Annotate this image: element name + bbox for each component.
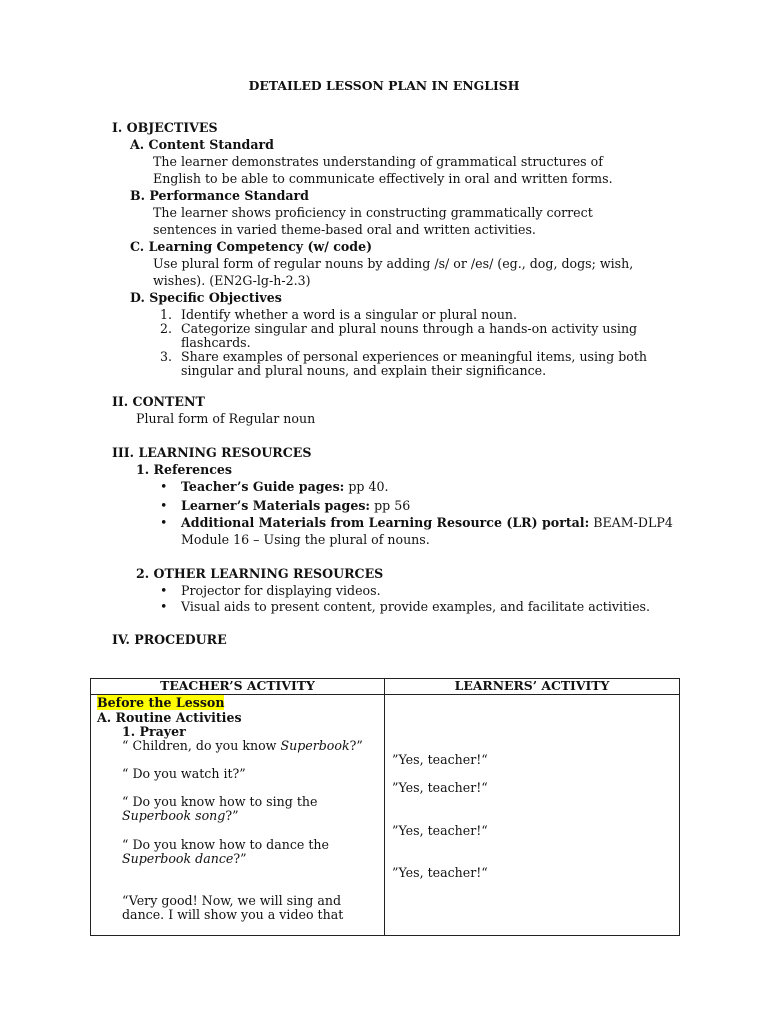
- bullet-other-2: •: [160, 599, 168, 614]
- additional-materials-value: BEAM-DLP4: [589, 515, 673, 530]
- performance-standard-line-1: The learner shows proficiency in constructing grammatically correct: [153, 205, 593, 220]
- document-title: DETAILED LESSON PLAN IN ENGLISH: [248, 78, 520, 93]
- prayer-label: 1. Prayer: [122, 724, 186, 739]
- teacher-line-1c: ?”: [349, 738, 363, 753]
- teachers-activity-cell: [91, 695, 385, 936]
- other-resources-label: 2. OTHER LEARNING RESOURCES: [136, 566, 384, 581]
- teacher-line-3b: [122, 809, 239, 823]
- teachers-guide-label: Teacher’s Guide pages:: [181, 479, 345, 494]
- bullet-lm: •: [160, 498, 168, 513]
- specific-objectives-label: D. Specific Objectives: [130, 290, 282, 305]
- learners-activity-cell: [385, 695, 680, 936]
- learner-response-3: ”Yes, teacher!“: [392, 823, 488, 838]
- content-heading: II. CONTENT: [112, 394, 205, 409]
- additional-materials-label: Additional Materials from Learning Resource (LR) portal:: [181, 515, 590, 530]
- activity-table: [90, 678, 680, 936]
- learner-response-1: ”Yes, teacher!“: [392, 752, 488, 767]
- objective-3-line-2: singular and plural nouns, and explain their significance.: [181, 363, 547, 378]
- teacher-line-3b-italic: Superbook song: [122, 808, 226, 823]
- routine-activities-label: A. Routine Activities: [97, 710, 242, 725]
- objective-number-1: 1.: [160, 307, 173, 322]
- objective-2-line-2: flashcards.: [181, 335, 251, 350]
- teacher-line-5b: dance. I will show you a video that: [122, 907, 344, 922]
- activity-table-row: [91, 695, 680, 936]
- other-resource-1: Projector for displaying videos.: [181, 583, 381, 598]
- content-standard-line-1: The learner demonstrates understanding of grammatical structures of: [153, 154, 603, 169]
- performance-standard-line-2: sentences in varied theme-based oral and written activities.: [153, 222, 536, 237]
- teacher-line-1b: Superbook: [280, 738, 350, 753]
- teacher-line-1a: “ Children, do you know: [122, 738, 281, 753]
- teachers-guide-line: [181, 478, 388, 495]
- learners-materials-line: [181, 497, 410, 514]
- performance-standard-label: B. Performance Standard: [130, 188, 309, 203]
- teacher-line-4c: ?”: [233, 851, 247, 866]
- teacher-line-1: [122, 739, 363, 753]
- learners-materials-label: Learner’s Materials pages:: [181, 498, 371, 513]
- learning-resources-heading: III. LEARNING RESOURCES: [112, 445, 312, 460]
- additional-materials-line: [181, 514, 673, 531]
- bullet-am: •: [160, 515, 168, 530]
- objective-1-line-1: Identify whether a word is a singular or plural noun.: [181, 307, 518, 322]
- other-resource-2: Visual aids to present content, provide examples, and facilitate activities.: [181, 599, 651, 614]
- learners-activity-header: LEARNERS’ ACTIVITY: [385, 679, 680, 695]
- objective-2-line-1: Categorize singular and plural nouns through a hands-on activity using: [181, 321, 638, 336]
- activity-table-header-row: [91, 679, 680, 695]
- teachers-guide-value: pp 40.: [344, 479, 389, 494]
- learning-competency-line-2: wishes). (EN2G-lg-h-2.3): [153, 273, 311, 288]
- teacher-line-2: “ Do you watch it?”: [122, 766, 246, 781]
- teacher-line-4a: “ Do you know how to dance the: [122, 837, 329, 852]
- learner-response-2: ”Yes, teacher!“: [392, 780, 488, 795]
- objectives-heading: I. OBJECTIVES: [112, 120, 218, 135]
- learning-competency-line-1: Use plural form of regular nouns by adding /s/ or /es/ (eg., dog, dogs; wish,: [153, 256, 634, 271]
- teacher-line-5a: “Very good! Now, we will sing and: [122, 893, 342, 908]
- content-text: Plural form of Regular noun: [136, 411, 316, 426]
- objective-3-line-1: Share examples of personal experiences or meaningful items, using both: [181, 349, 648, 364]
- references-label: 1. References: [136, 462, 233, 477]
- learner-response-4: ”Yes, teacher!“: [392, 865, 488, 880]
- teacher-line-4b-italic: Superbook dance: [122, 851, 234, 866]
- teacher-line-3a: “ Do you know how to sing the: [122, 794, 318, 809]
- bullet-other-1: •: [160, 583, 168, 598]
- procedure-heading: IV. PROCEDURE: [112, 632, 227, 647]
- learners-materials-value: pp 56: [370, 498, 411, 513]
- before-lesson-highlight: Before the Lesson: [97, 695, 225, 710]
- content-standard-line-2: English to be able to communicate effectively in oral and written forms.: [153, 171, 613, 186]
- bullet-tg: •: [160, 479, 168, 494]
- objective-number-2: 2.: [160, 321, 173, 336]
- teachers-activity-header: TEACHER’S ACTIVITY: [91, 679, 385, 695]
- teacher-line-4b: [122, 852, 247, 866]
- learning-competency-label: C. Learning Competency (w/ code): [130, 239, 373, 254]
- teacher-line-3c: ?”: [225, 808, 239, 823]
- content-standard-label: A. Content Standard: [130, 137, 274, 152]
- additional-materials-line-2: Module 16 – Using the plural of nouns.: [181, 532, 430, 547]
- objective-number-3: 3.: [160, 349, 173, 364]
